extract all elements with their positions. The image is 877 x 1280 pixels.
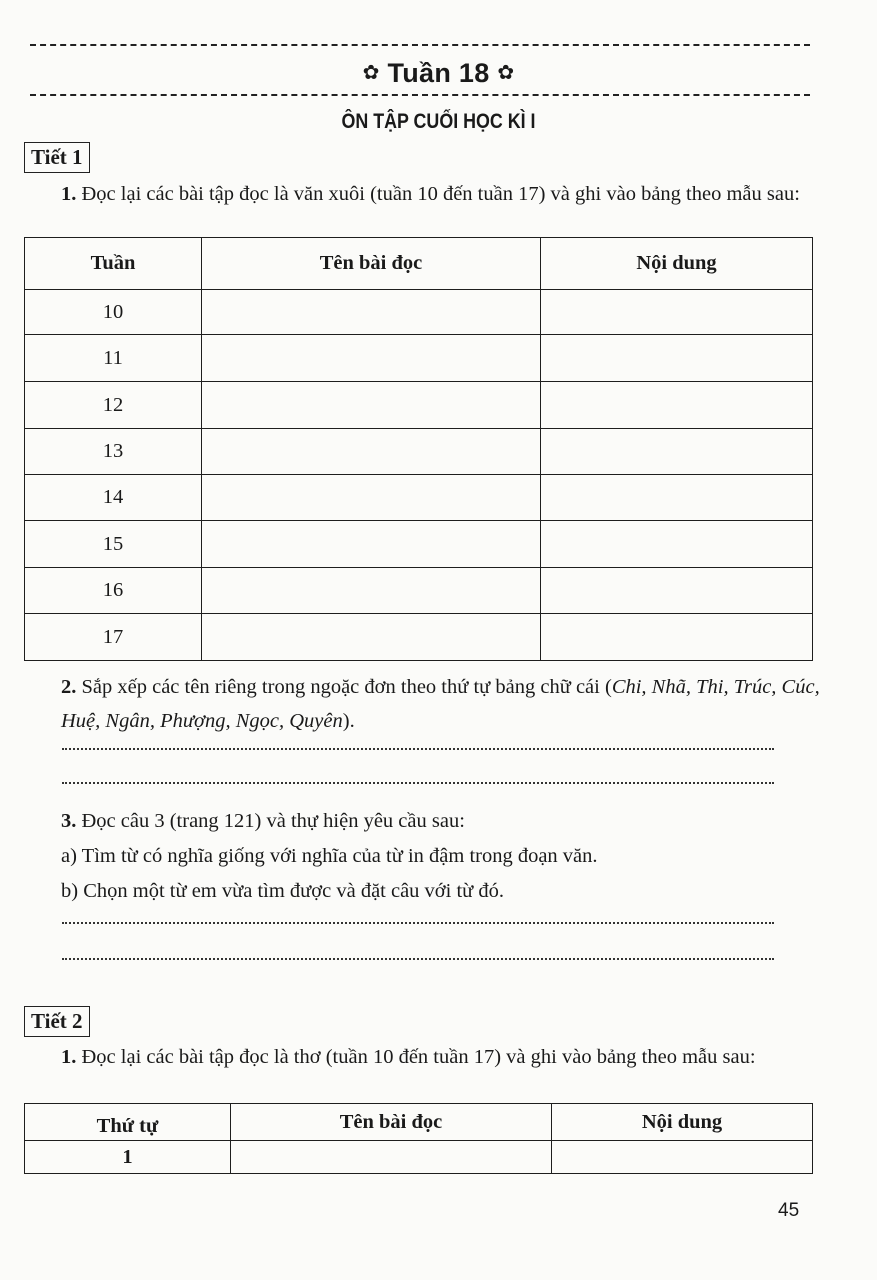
prose-reading-table	[24, 237, 813, 661]
content-input-cell[interactable]	[541, 568, 813, 614]
title-input-cell[interactable]	[202, 521, 541, 568]
exercise-number: 1.	[61, 183, 77, 205]
exercise-text: Sắp xếp các tên riêng trong ngoặc đơn theo thứ tự bảng chữ cái (	[81, 676, 612, 698]
table-row	[25, 290, 813, 335]
order-cell: 1	[25, 1141, 231, 1174]
names-list: Chi, Nhã, Thi, Trúc, Cúc, Huệ, Ngân, Phượng, Ngọc, Quyên	[61, 676, 820, 732]
section-label-tiet-1: Tiết 1	[24, 142, 90, 173]
exercise-3a: a) Tìm từ có nghĩa giống với nghĩa của từ in đậm trong đoạn văn.	[61, 845, 598, 867]
page-number: 45	[778, 1200, 800, 1221]
answer-line[interactable]	[62, 748, 774, 750]
content-input-cell[interactable]	[541, 335, 813, 382]
week-title-text: Tuần 18	[387, 58, 490, 88]
title-input-cell[interactable]	[202, 429, 541, 475]
title-input-cell[interactable]	[202, 475, 541, 521]
column-header-title: Tên bài đọc	[231, 1104, 552, 1141]
exercise-number: 3.	[61, 810, 77, 832]
table-row	[25, 335, 813, 382]
table-row	[25, 1141, 813, 1174]
answer-line[interactable]	[62, 958, 774, 960]
table-row	[25, 568, 813, 614]
bottom-dashed-divider	[30, 94, 810, 96]
exercise-text: Đọc lại các bài tập đọc là thơ (tuần 10 đến tuần 17) và ghi vào bảng theo mẫu sau:	[81, 1046, 756, 1068]
title-input-cell[interactable]	[202, 568, 541, 614]
column-header-title: Tên bài đọc	[202, 238, 541, 290]
table-row	[25, 521, 813, 568]
column-header-content: Nội dung	[541, 238, 813, 290]
table-header-row	[25, 238, 813, 290]
week-cell: 15	[25, 521, 202, 568]
title-input-cell[interactable]	[202, 335, 541, 382]
week-cell: 13	[25, 429, 202, 475]
tiet1-exercise-2	[35, 670, 836, 738]
week-cell: 16	[25, 568, 202, 614]
week-cell: 12	[25, 382, 202, 429]
content-input-cell[interactable]	[541, 429, 813, 475]
table-row	[25, 382, 813, 429]
title-input-cell[interactable]	[231, 1141, 552, 1174]
column-header-content: Nội dung	[552, 1104, 813, 1141]
answer-line[interactable]	[62, 782, 774, 784]
exercise-3b: b) Chọn một từ em vừa tìm được và đặt câu với từ đó.	[61, 880, 505, 902]
tiet1-exercise-3	[61, 804, 801, 908]
lesson-title: ÔN TẬP CUỐI HỌC KÌ I	[341, 110, 536, 133]
tiet1-exercise-1	[35, 177, 836, 211]
content-input-cell[interactable]	[552, 1141, 813, 1174]
title-input-cell[interactable]	[202, 290, 541, 335]
tiet2-exercise-1	[35, 1040, 836, 1074]
content-input-cell[interactable]	[541, 475, 813, 521]
top-dashed-divider	[30, 44, 810, 46]
content-input-cell[interactable]	[541, 382, 813, 429]
content-input-cell[interactable]	[541, 521, 813, 568]
table-row	[25, 429, 813, 475]
exercise-number: 2.	[61, 676, 77, 698]
poem-reading-table	[24, 1103, 813, 1174]
week-cell: 10	[25, 290, 202, 335]
content-input-cell[interactable]	[541, 614, 813, 661]
flower-icon: ✿	[497, 62, 515, 84]
title-input-cell[interactable]	[202, 614, 541, 661]
exercise-number: 1.	[61, 1046, 77, 1068]
table-row	[25, 475, 813, 521]
exercise-text: Đọc lại các bài tập đọc là văn xuôi (tuần 10 đến tuần 17) và ghi vào bảng theo mẫu sau:	[81, 183, 800, 205]
week-cell: 11	[25, 335, 202, 382]
content-input-cell[interactable]	[541, 290, 813, 335]
column-header-week: Tuần	[25, 238, 202, 290]
table-header-row	[25, 1104, 813, 1141]
answer-line[interactable]	[62, 922, 774, 924]
week-cell: 14	[25, 475, 202, 521]
flower-icon: ✿	[362, 62, 380, 84]
week-cell: 17	[25, 614, 202, 661]
exercise-text-close: ).	[342, 710, 355, 732]
week-title	[0, 58, 877, 89]
title-input-cell[interactable]	[202, 382, 541, 429]
exercise-text: Đọc câu 3 (trang 121) và thự hiện yêu cầu sau:	[81, 810, 465, 832]
table-row	[25, 614, 813, 661]
section-label-tiet-2: Tiết 2	[24, 1006, 90, 1037]
column-header-order: Thứ tự	[25, 1104, 231, 1141]
